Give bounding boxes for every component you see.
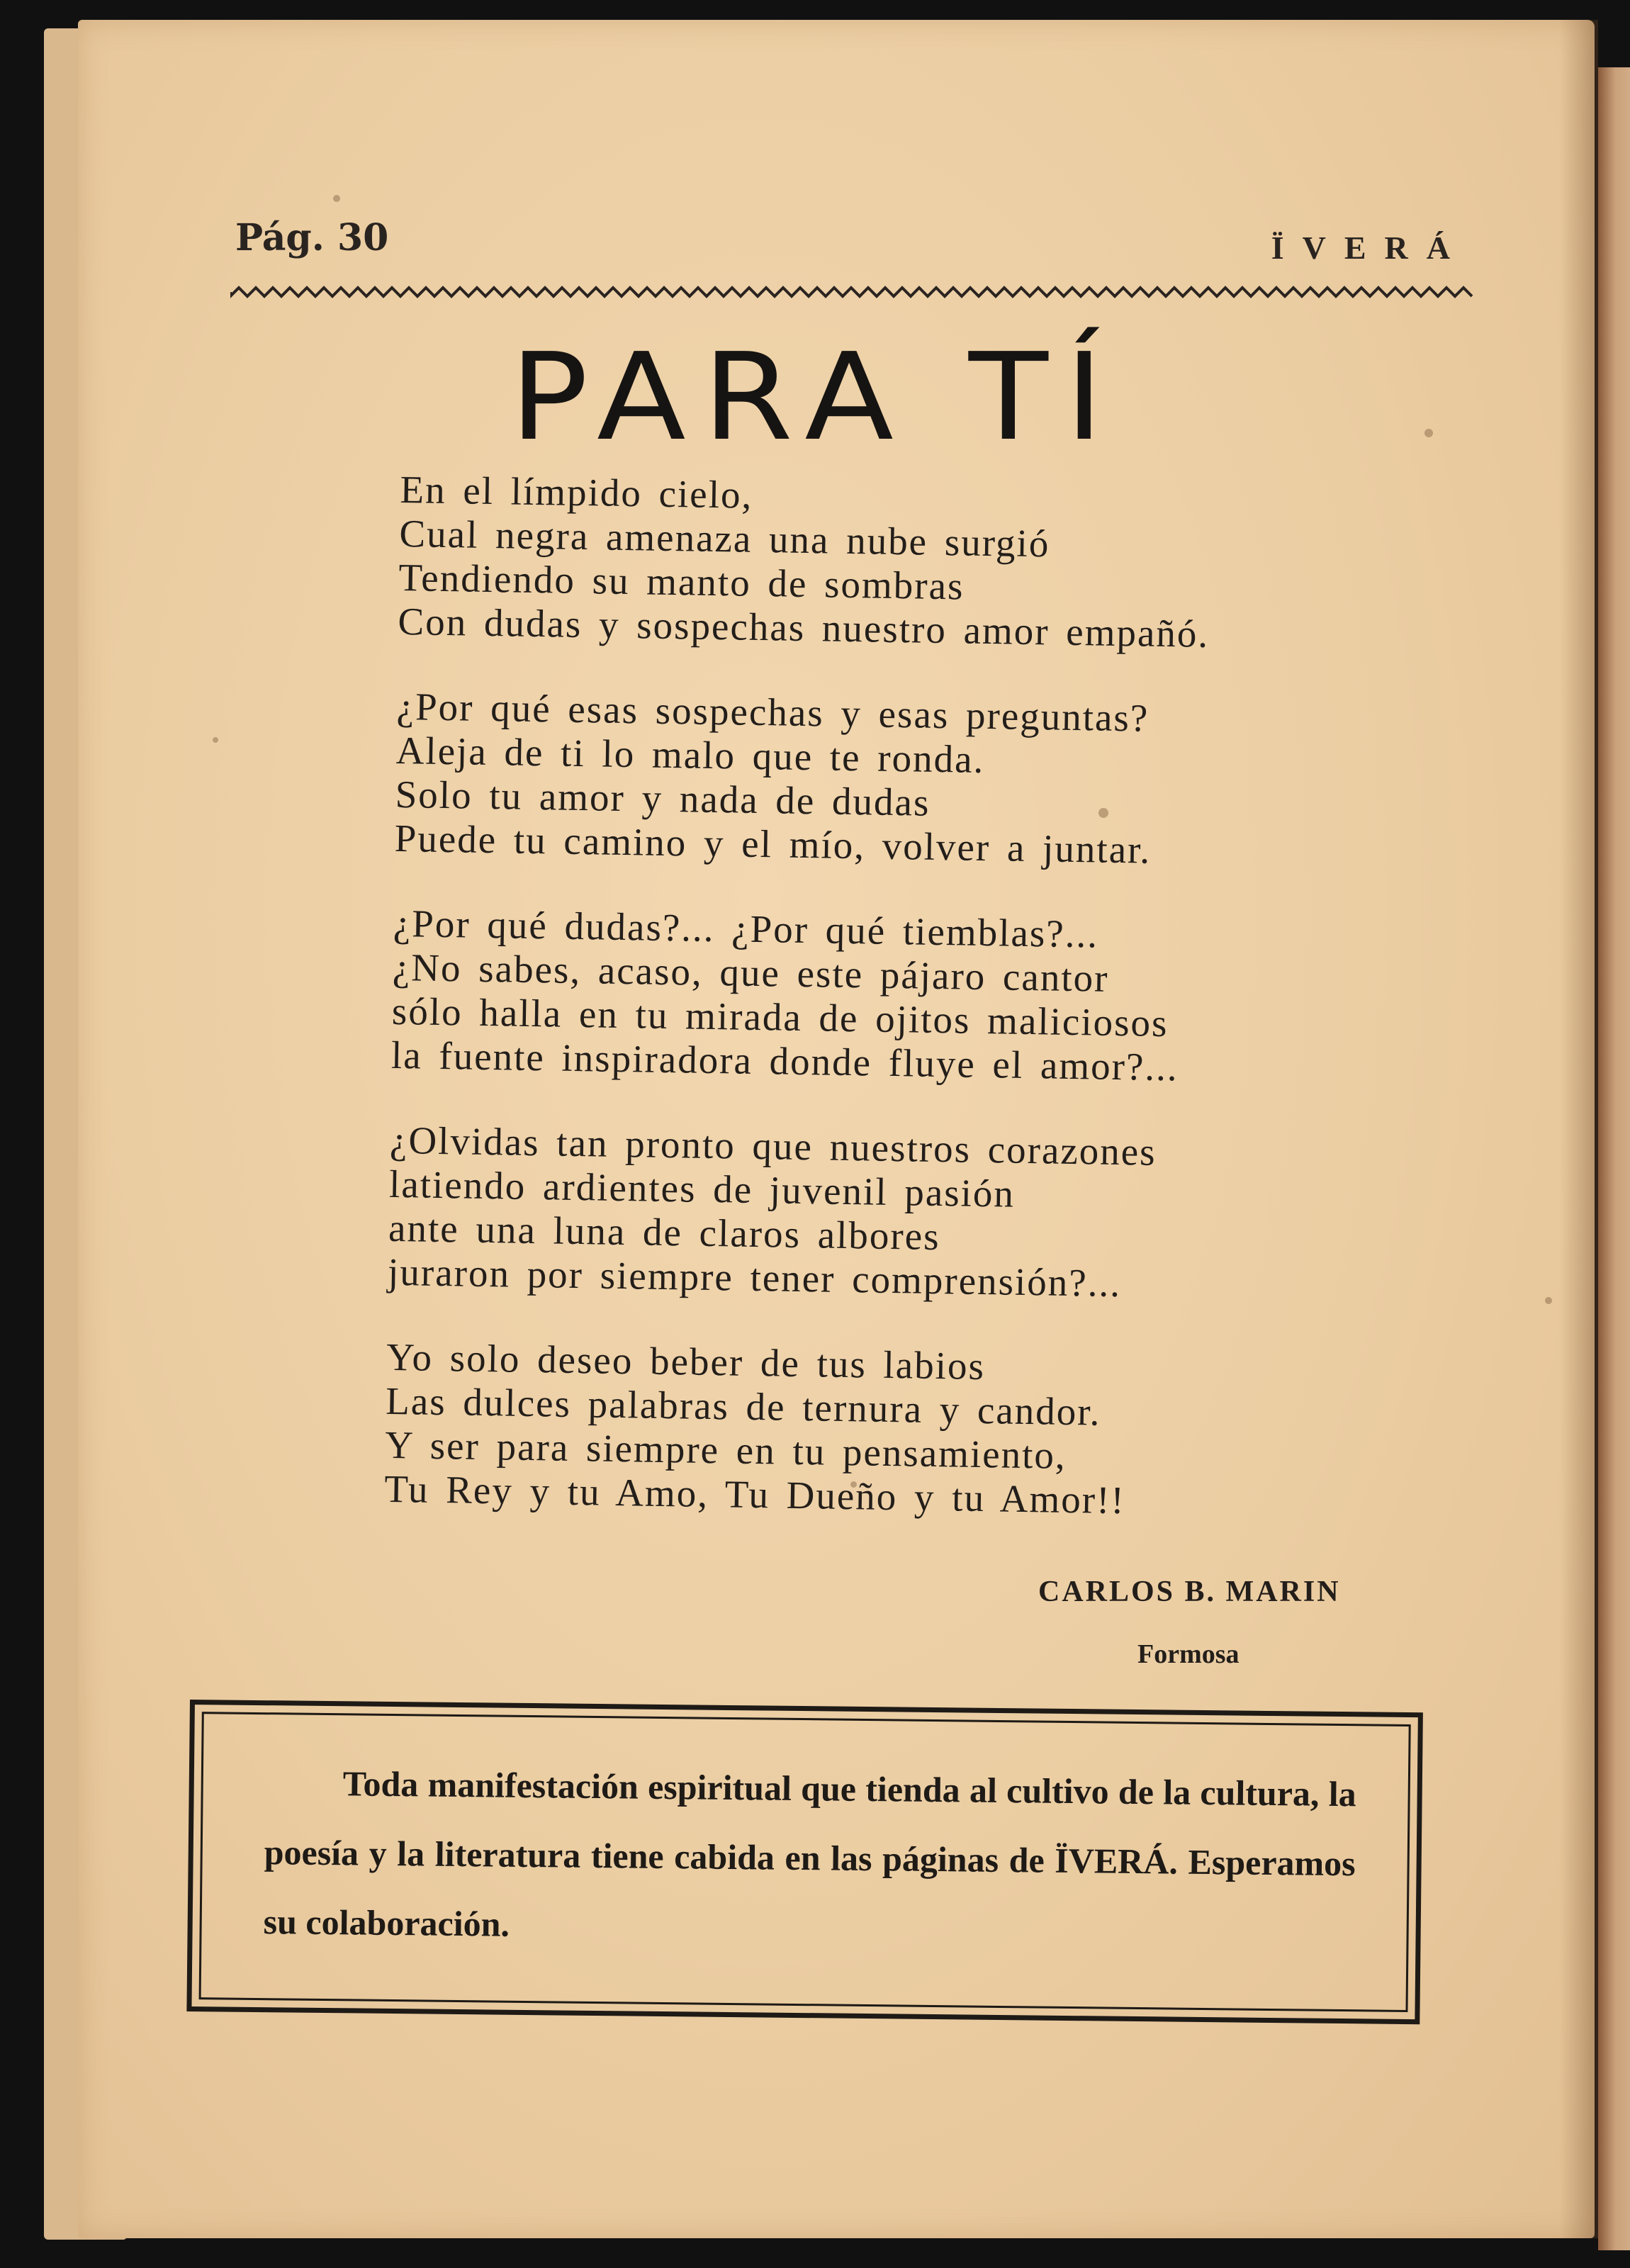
paper-speck bbox=[213, 737, 218, 743]
poem-line: En el límpido cielo, bbox=[400, 468, 753, 517]
poem-stanza bbox=[390, 902, 1343, 1092]
poem-stanza bbox=[398, 468, 1350, 658]
page-number: Pág. 30 bbox=[235, 216, 389, 259]
author-name: CARLOS B. MARIN bbox=[1038, 1576, 1341, 1608]
poem-title: PARA TÍ bbox=[510, 327, 1120, 468]
poem-line: Solo tu amor y nada de dudas bbox=[395, 772, 931, 824]
poem-line: sólo halla en tu mirada de ojitos maliciosos bbox=[391, 989, 1169, 1045]
poem-line: Aleja de ti lo malo que te ronda. bbox=[395, 728, 985, 781]
poem-line: Las dulces palabras de ternura y candor. bbox=[385, 1379, 1101, 1434]
poem-body bbox=[383, 468, 1350, 1567]
poem-line: Puede tu camino y el mío, volver a juntar. bbox=[394, 816, 1152, 872]
poem-line: ¿Por qué dudas?... ¿Por qué tiemblas?... bbox=[393, 901, 1099, 956]
poem-line: Yo solo deseo beber de tus labios bbox=[386, 1335, 986, 1388]
wavy-divider bbox=[230, 278, 1478, 306]
page-header bbox=[235, 216, 1476, 273]
poem-line: Tendiendo su manto de sombras bbox=[398, 555, 965, 608]
paper-speck bbox=[1545, 1297, 1552, 1304]
poem-line: Tu Rey y tu Amo, Tu Dueño y tu Amor!! bbox=[383, 1466, 1126, 1522]
poem-stanza bbox=[388, 1118, 1340, 1309]
journal-name: ÏVERÁ bbox=[1271, 230, 1468, 266]
poem-line: Cual negra amenaza una nube surgió bbox=[399, 511, 1050, 566]
notice-text: Toda manifestación espiritual que tienda al cultivo de la cultura, la poesía y la literatura tiene cabida en las páginas de ÏVERÁ. Esperamos su colaboración. bbox=[263, 1763, 1356, 1944]
paper-speck bbox=[333, 195, 340, 202]
notice-box bbox=[186, 1700, 1423, 2024]
poem-line: ¿Por qué esas sospechas y esas preguntas? bbox=[396, 684, 1150, 740]
poem-line: ante una luna de claros albores bbox=[388, 1206, 941, 1259]
poem-stanza bbox=[394, 685, 1347, 875]
poem-line: latiendo ardientes de juvenil pasión bbox=[388, 1162, 1016, 1216]
poem-line: ¿No sabes, acaso, que este pájaro cantor bbox=[392, 945, 1109, 1000]
poem-line: ¿Olvidas tan pronto que nuestros corazones bbox=[389, 1118, 1157, 1174]
poem-line: Con dudas y sospechas nuestro amor empañó. bbox=[398, 599, 1210, 656]
poem-stanza bbox=[384, 1335, 1337, 1526]
poem-line: Y ser para siempre en tu pensamiento, bbox=[384, 1422, 1067, 1477]
poem-line: la fuente inspiradora donde fluye el amor?... bbox=[390, 1033, 1179, 1089]
poem-line: juraron por siempre tener comprensión?... bbox=[387, 1250, 1122, 1306]
author-place: Formosa bbox=[1137, 1639, 1240, 1669]
